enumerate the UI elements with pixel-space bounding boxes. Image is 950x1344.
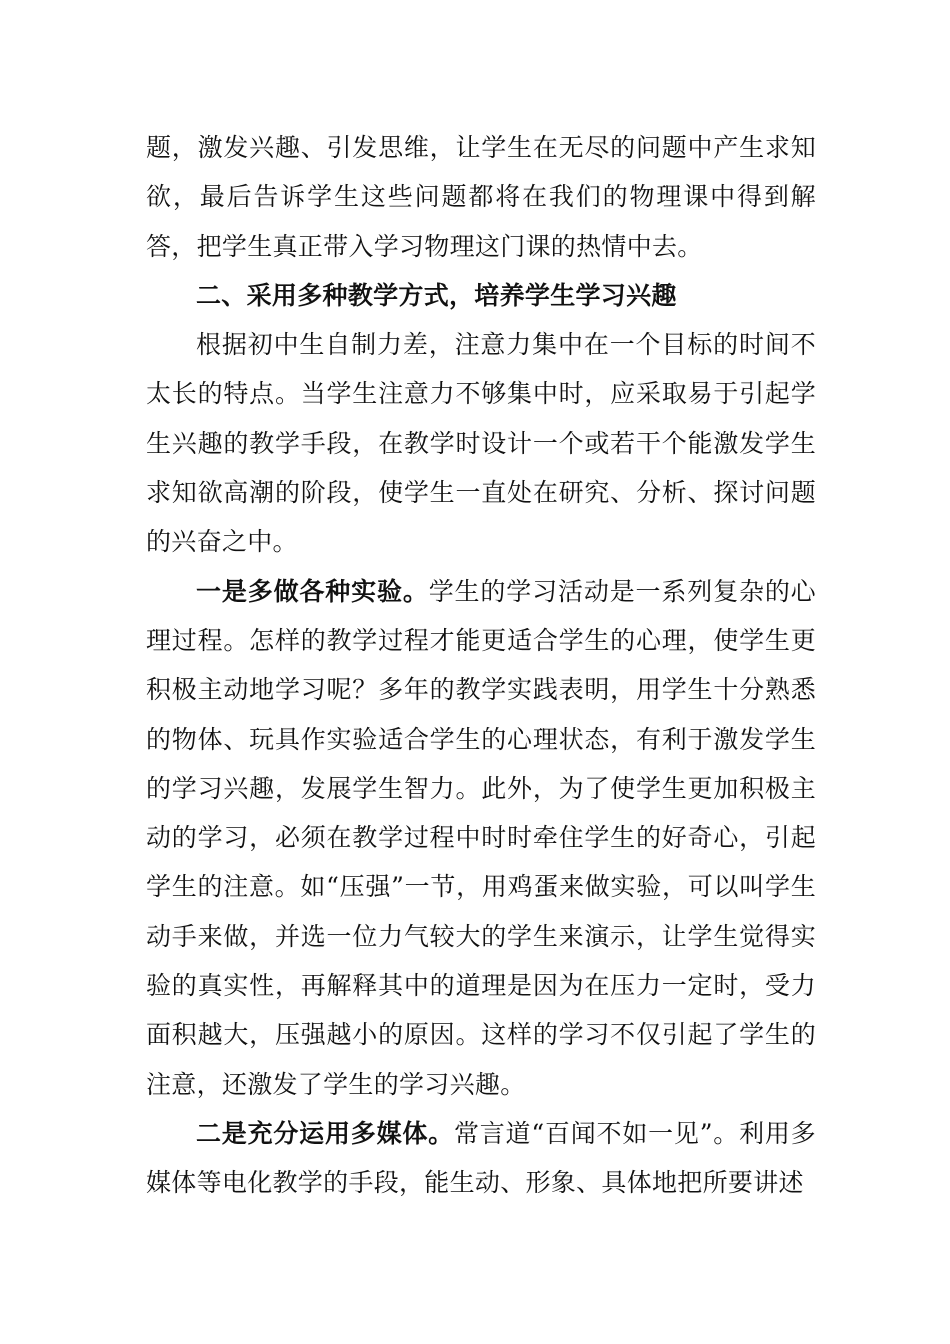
document-body (146, 123, 816, 1208)
paragraph-multimedia (146, 1109, 816, 1208)
paragraph-lead: 二是充分运用多媒体。 (196, 1118, 454, 1148)
paragraph-text: 学生的学习活动是一系列复杂的心理过程。怎样的教学过程才能更适合学生的心理，使学生更积极主动地学习呢？多年的教学实践表明，用学生十分熟悉的物体、玩具作实验适合学生的心理状态，有利于激发学生的学习兴趣，发展学生智力。此外，为了使学生更加积极主动的学习，必须在教学过程中时时牵住学生的好奇心，引起学生的注意。如“压强”一节，用鸡蛋来做实验，可以叫学生动手来做，并选一位力气较大的学生来演示，让学生觉得实验的真实性，再解释其中的道理是因为在压力一定时，受力面积越大，压强越小的原因。这样的学习不仅引起了学生的注意，还激发了学生的学习兴趣。 (146, 576, 816, 1099)
paragraph-text: 常言道“百闻不如一见”。利用多媒体等电化教学的手段，能生动、形象、具体地把所要讲述 (146, 1118, 816, 1198)
paragraph-text: 题，激发兴趣、引发思维，让学生在无尽的问题中产生求知欲，最后告诉学生这些问题都将在我们的物理课中得到解答，把学生真正带入学习物理这门课的热情中去。 (146, 133, 816, 261)
paragraph-text: 根据初中生自制力差，注意力集中在一个目标的时间不太长的特点。当学生注意力不够集中时，应采取易于引起学生兴趣的教学手段，在教学时设计一个或若干个能激发学生求知欲高潮的阶段，使学生一直处在研究、分析、探讨问题的兴奋之中。 (146, 330, 816, 557)
paragraph-intro (146, 320, 816, 566)
paragraph-lead: 一是多做各种实验。 (196, 576, 429, 606)
section-heading (146, 271, 816, 320)
paragraph-experiments (146, 567, 816, 1109)
paragraph-continuation (146, 123, 816, 271)
section-heading-text: 二、采用多种教学方式，培养学生学习兴趣 (196, 280, 677, 310)
